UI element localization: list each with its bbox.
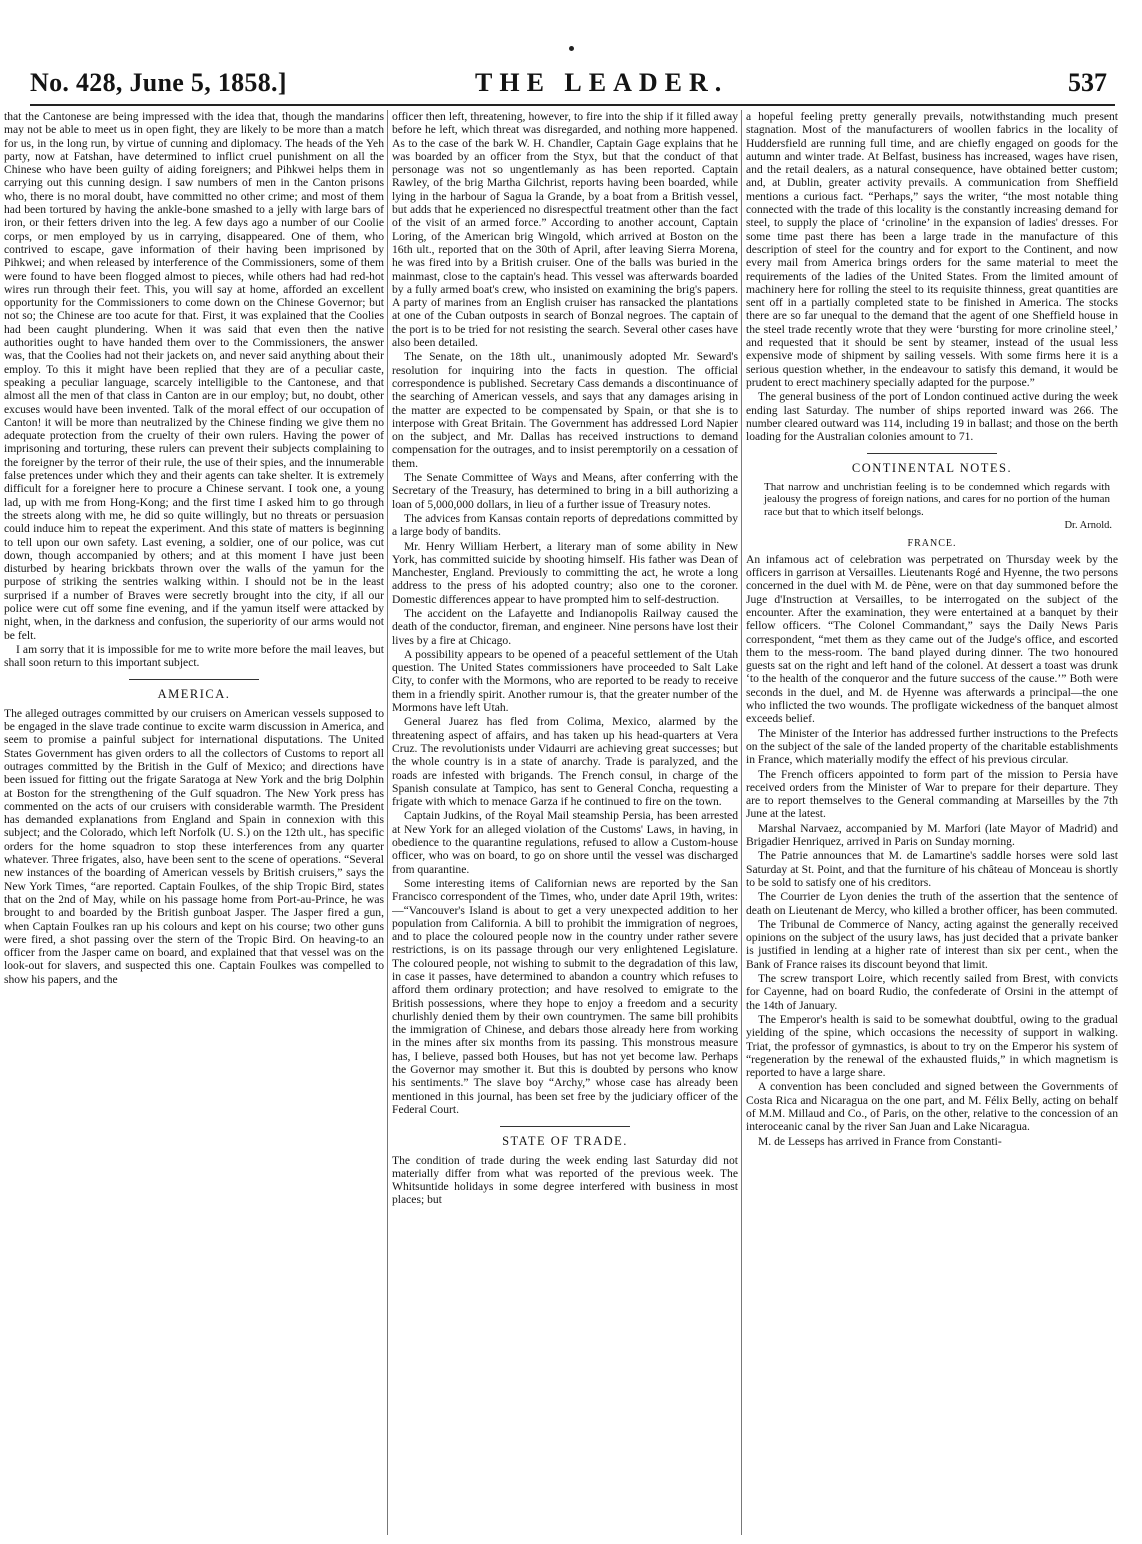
- paragraph: a hopeful feeling pretty generally prevails, notwithstanding much present stagnation. Most of the manufacturers of woollen fabrics in the locality of Huddersfield are running full time, and are chiefly engaged on goods for the autumn and winter trade. At Belfast, business has increased, wages have risen, and the retail dealers, as a natural consequence, have obtained better custom; and, at Dublin, greater activity prevails. A communication from Sheffield mentions a curious fact. “Perhaps,” says the writer, “the most notable thing connected with the trade of this locality is the constantly increasing demand for steel, to supply the place of ‘crinoline’ in the expansion of ladies' dresses. For some time past there has been a large trade in the manufacture of this description of steel for the country and for export to the Continent, and now every mail from America brings orders for the same material to meet the requirements of the ladies of the United States. From the limited amount of machinery here for rolling the steel to its requisite thinness, great quantities are sent off in a partially completed state to be finished in America. The stocks there are so far unequal to the demand that the agent of one Sheffield house in the steel trade recently wrote that they were ‘bursting for more crinoline steel,’ and requested that it should be sent by steamer, instead of the usual less expensive mode of shipment by sailing vessels. With some firms here it is a serious question whether, in the endeavour to satisfy this demand, it would be prudent to erect machinery specially adapted for the purpose.”: [746, 110, 1118, 389]
- paragraph: The alleged outrages committed by our cruisers on American vessels supposed to be engaged in the slave trade continue to excite warm discussion in America, and seem to promise a painful subject for international disputations. The United States Government has given orders to all the collectors of Customs to report all outrages committed by the British in the Gulf of Mexico; and directions have been issued for fitting out the frigate Saratoga at New York and the brig Dolphin at Boston for the strengthening of the Gulf squadron. The New York press has commented on the acts of our cruisers with considerable warmth. The President has demanded explanations from England and Spain in connexion with this subject; and the Colorado, which left Norfolk (U. S.) on the 12th ult., has specific orders for the home squadron to stop these interferences from any quarter whatever. Three frigates, also, have been sent to the scene of operations. “Several new instances of the boarding of American vessels by British cruisers,” says the New York Times, “are reported. Captain Foulkes, of the ship Tropic Bird, states that on the 2nd of May, while on his passage home from Port-au-Prince, he was brought to and boarded by the British gunboat Jasper. The Jasper fired a gun, when Captain Foulkes ran up his colours and kept on his course; two other guns were fired, a shot passing over the stern of the Tropic Bird. On heaving-to an officer from the Jasper came on board, and explained that that vessel was on the look-out for slavers, and suspected this one. Captain Foulkes was compelled to show his papers, and the: [4, 706, 384, 986]
- paragraph: The Patrie announces that M. de Lamartine's saddle horses were sold last Saturday at St. Point, and that the furniture of his château of Monceau is shortly to be sold to satisfy one of his creditors.: [746, 849, 1118, 889]
- paragraph: The general business of the port of London continued active during the week ending last Saturday. The number of ships reported inward was 266. The number cleared outward was 114, including 19 in ballast; and those on the berth loading for the Australian colonies amount to 71.: [746, 390, 1118, 444]
- paragraph: A possibility appears to be opened of a peaceful settlement of the Utah question. The United States commissioners have proceeded to Salt Lake City, to confer with the Mormons, who are reported to be ready to receive them in a friendly spirit. Another rumour is, that the greater number of the Mormons have left Utah.: [392, 647, 738, 715]
- paragraph: Captain Judkins, of the Royal Mail steamship Persia, has been arrested at New York for an alleged violation of the Customs' Laws, in having, in obedience to the quarantine regulations, refused to allow a Custom-house officer, who was on board, to go on shore until the vessel was discharged from quarantine.: [392, 809, 738, 876]
- paragraph: I am sorry that it is impossible for me to write more before the mail leaves, but shall soon return to this important subject.: [4, 642, 384, 670]
- subsection-title-france: FRANCE.: [907, 537, 957, 549]
- paragraph: The Tribunal de Commerce of Nancy, acting against the generally received opinions on the subject of the usury laws, has just decided that a private banker is justified in lending at a higher rate of interest than six per cent., when the Bank of France raises its discount beyond that limit.: [746, 917, 1118, 971]
- epigraph-author: Dr. Arnold.: [1064, 520, 1112, 532]
- paragraph: The screw transport Loire, which recently sailed from Brest, with convicts for Cayenne, had on board Rudio, the confederate of Orsini in the attempt of the 14th of January.: [746, 972, 1118, 1012]
- section-title-state-of-trade: STATE OF TRADE.: [502, 1134, 628, 1149]
- paragraph: The accident on the Lafayette and Indianopolis Railway caused the death of the conductor, fireman, and engineer. Nine persons have lost their lives by a fire at Chicago.: [392, 606, 738, 647]
- paragraph: The Courrier de Lyon denies the truth of the assertion that the sentence of death on Lieutenant de Mercy, who killed a brother officer, has been commuted.: [746, 890, 1118, 917]
- column-divider: [387, 110, 388, 1535]
- column-3: [746, 110, 1118, 1535]
- paragraph: The Senate Committee of Ways and Means, after conferring with the Secretary of the Treasury, has determined to bring in a bill authorizing a loan of 5,000,000 dollars, in lieu of a further issue of Treasury notes.: [392, 471, 738, 511]
- paragraph: The French officers appointed to form part of the mission to Persia have received orders from the Minister of War to prepare for their departure. They are to report themselves to the General commanding at Marseilles by the 7th June at the latest.: [746, 767, 1118, 821]
- header-rule: [30, 104, 1115, 106]
- paragraph: Mr. Henry William Herbert, a literary man of some ability in New York, has committed suicide by shooting himself. His father was Dean of Manchester, England. Previously to committing the act, he wrote a long address to the press of his adopted country; also one to the coroner. Domestic differences appear to have prompted him to self-destruction.: [392, 539, 738, 606]
- paragraph: An infamous act of celebration was perpetrated on Thursday week by the officers in garrison at Versailles. Lieutenants Rogé and Hyenne, the two persons concerned in the duel with M. de Pène, were on that day summoned before the Juge d'Instruction at Versailles, to be interrogated on the subject of the encounter. After the examination, they were entertained at a banquet by their fellow officers. “The Colonel Commandant,” says the Daily News Paris correspondent, “met them as they came out of the Judge's office, and escorted them to the mess-room. The band played during dinner. The two honoured guests sat on the right and left hand of the colonel. At dessert a toast was drunk ‘to the health of the conqueror and the future success of the cause.’” Both were seconds in the duel, and M. de Hyenne was afterwards a principal—the one who inflicted the two wounds. The profligate wickedness of the banquet almost exceeds belief.: [746, 552, 1118, 726]
- paragraph: that the Cantonese are being impressed with the idea that, though the mandarins may not be able to meet us in open fight, they are likely to be more than a match for us, in the long run, by virtue of cunning and diplomacy. The heads of the Yeh party, now at Fatshan, have determined to inflict cruel punishment on all the Chinese who have been guilty of aiding foreigners; and Pihkwei helps them in carrying out this cunning design. I saw numbers of men in the Canton prisons who, there is no moral doubt, have committed no other crime; and most of them had been tortured by having the ankle-bone smashed to a jelly with large bars of iron, or their fetters driven into the leg. A few days ago a number of our Coolie corps, or men employed by us in carrying, disappeared. One of them, who contrived to escape, gave information of their having been imprisoned by Pihkwei; and when released by interference of the Commissioners, some of them were found to have been flogged almost to pieces, while others had had red-hot wires run through their feet. This, you will say at home, afforded an excellent opportunity for the Commissioners to come down on the Chinese Governor; but not so; the Chinese are too acute for that. First, it was explained that the Coolies had been caught plundering. When it was said that even then the native authorities ought to have handed them over to the Commissioners, the answer was, that the Coolies had not their jackets on, and never said anything about their employ. To this it might have been replied that they are of a peculiar caste, speaking a peculiar language, scarcely intelligible to the Cantonese, and that almost all the men of that class in Canton are in our employ; but, no doubt, other excuses would have been invented. Talk of the moral effect of our occupation of Canton! it will be more than neutralized by the Chinese finding we give them no adequate protection from the cruelty of their own rulers. Having the power of imprisoning and torturing, these rulers can prevent their subjects complaining to the foreigner by the terror of their rule, the use of their spies, and the innumerable false pretences under which they and their agents can take shelter. It is extremely difficult for a foreigner here to procure a Chinese servant. I took one, a young lad, up with me from Hong-Kong; and the first time I asked him to go through the streets along with me, he did so quite willingly, but no threats or persuasion could induce him to repeat the experiment. And this state of matters is beginning to tell upon our own safety. Last evening, a soldier, one of our police, was cut down, though accompanied by others; and at this moment I have just been disturbed by hearing brickbats thrown over the walls of the yamun for the purpose of striking the sentries walking within. I should not be in the least surprised if a number of Braves were secretly brought into the city, if all our police were cut off some fine evening, and if the yamun itself were attacked by night, when, in the darkness and confusion, the superiority of our arms would not be felt.: [4, 110, 384, 642]
- paragraph: The advices from Kansas contain reports of depredations committed by a large body of bandits.: [392, 511, 738, 539]
- column-divider: [741, 110, 742, 1535]
- paragraph: A convention has been concluded and signed between the Governments of Costa Rica and Nicaragua on the one part, and M. Félix Belly, acting on behalf of M.M. Millaud and Co., of Paris, on the other, relative to the concession of an interoceanic canal by the river San Juan and Lake Nicaragua.: [746, 1080, 1118, 1134]
- column-1: [4, 110, 384, 1535]
- section-title-america: AMERICA.: [157, 687, 231, 702]
- page-number: 537: [1068, 68, 1107, 97]
- page-header: [30, 66, 1115, 100]
- paragraph: The condition of trade during the week ending last Saturday did not materially differ from what was reported of the previous week. The Whitsuntide holidays in some degree interfered with business in most places; but: [392, 1153, 738, 1207]
- top-dot: [569, 46, 574, 51]
- section-title-continental-notes: CONTINENTAL NOTES.: [851, 461, 1013, 476]
- issue-date: No. 428, June 5, 1858.]: [30, 68, 287, 97]
- paragraph: The Senate, on the 18th ult., unanimously adopted Mr. Seward's resolution for inquiring into the facts in question. The official correspondence is published. Secretary Cass demands a discontinuance of the searching of American vessels, and says that any damages arising in the matter are expected to be compensated by Spain, or that she is to interpose with Great Britain. The Government has addressed Lord Napier on the subject, and Mr. Dallas has received instructions to demand compensation for the outrages, and to insist peremptorily on a cessation of them.: [392, 350, 738, 470]
- section-rule: [129, 679, 259, 680]
- section-rule: [867, 453, 997, 454]
- paragraph: Some interesting items of Californian news are reported by the San Francisco correspondent of the Times, who, under date April 19th, writes:—“Vancouver's Island is about to get a very unexpected addition to her population from California. A bill to prohibit the immigration of negroes, and to place the coloured people now in the country under rather severe restrictions, is on its passage through our very enlightened Legislature. The coloured people, not wishing to submit to the degradation of this law, in case it passes, have determined to abandon a country which refuses to afford them ordinary protection; and have resolved to emigrate to the British possessions, where they hope to enjoy a freedom and a security churlishly denied them by their own countrymen. The same bill prohibits the immigration of Chinese, and debars those already here from working in the mines after six months from its passing. This monstrous measure has, I believe, passed both Houses, but has not yet become law. Perhaps the Governor may smother it. But this is doubted by persons who know his sentiments.” The slave boy “Archy,” whose case has already been mentioned in this journal, has been set free by the judiciary officer of the Federal Court.: [392, 876, 738, 1116]
- epigraph-quote: That narrow and unchristian feeling is to be condemned which regards with jealousy the progress of foreign nations, and cares for no portion of the human race but that to which itself belongs.: [764, 480, 1110, 518]
- section-rule: [500, 1126, 630, 1127]
- paragraph: officer then left, threatening, however, to fire into the ship if it filled away before he left, which threat was disregarded, and nothing more happened. As to the case of the bark W. H. Chandler, Captain Gage explains that he was boarded by an officer from the Styx, but that the conduct of that personage was not so ungentlemanly as has been reported. Captain Rawley, of the brig Martha Gilchrist, reports having been boarded, while lying in the harbour of Sagua la Grande, by a boat from a British vessel, but adds that he experienced no disrespectful treatment other than the fact of the visit of an armed force.” According to another account, Captain Loring, of the American brig Wingold, which arrived at Boston on the 16th ult., reported that on the 30th of April, after leaving Sierra Morena, he was fired into by a British cruiser. One of the balls was buried in the mainmast, close to the captain's head. This vessel was afterwards boarded by a fully armed boat's crew, who insisted on examining the brig's papers. A party of marines from an English cruiser has ransacked the plantations at one of the Cuban outposts in search of Bonzal negroes. The captain of the port is to be tried for not resisting the search. Several other cases have also been detailed.: [392, 110, 738, 350]
- paragraph: M. de Lesseps has arrived in France from Constanti-: [758, 1134, 1002, 1148]
- column-2: [392, 110, 738, 1535]
- paragraph: The Minister of the Interior has addressed further instructions to the Prefects on the subject of the sale of the landed property of the charitable establishments in France, which materially modify the effect of his previous circular.: [746, 726, 1118, 767]
- paragraph: Marshal Narvaez, accompanied by M. Marfori (late Mayor of Madrid) and Brigadier Henriquez, arrived in Paris on Sunday morning.: [746, 821, 1118, 849]
- paragraph: The Emperor's health is said to be somewhat doubtful, owing to the gradual yielding of the spine, which occasions the necessity of support in walking. Triat, the professor of gymnastics, is about to try on the Emperor his system of “regeneration by the renewal of the exhausted fluids,” in which magnetism is reported to have a large share.: [746, 1012, 1118, 1080]
- paragraph: General Juarez has fled from Colima, Mexico, alarmed by the threatening aspect of affairs, and has taken up his head-quarters at Vera Cruz. The revolutionists under Vidaurri are achieving great successes; but the whole country is in a state of anarchy. Trade is paralyzed, and the roads are infested with brigands. The French consul, in charge of the Spanish consulate at Tampico, has sent to General Concha, requesting a frigate with which to menace Garza if he continued to fire on the town.: [392, 715, 738, 809]
- masthead-title: THE LEADER.: [475, 68, 729, 97]
